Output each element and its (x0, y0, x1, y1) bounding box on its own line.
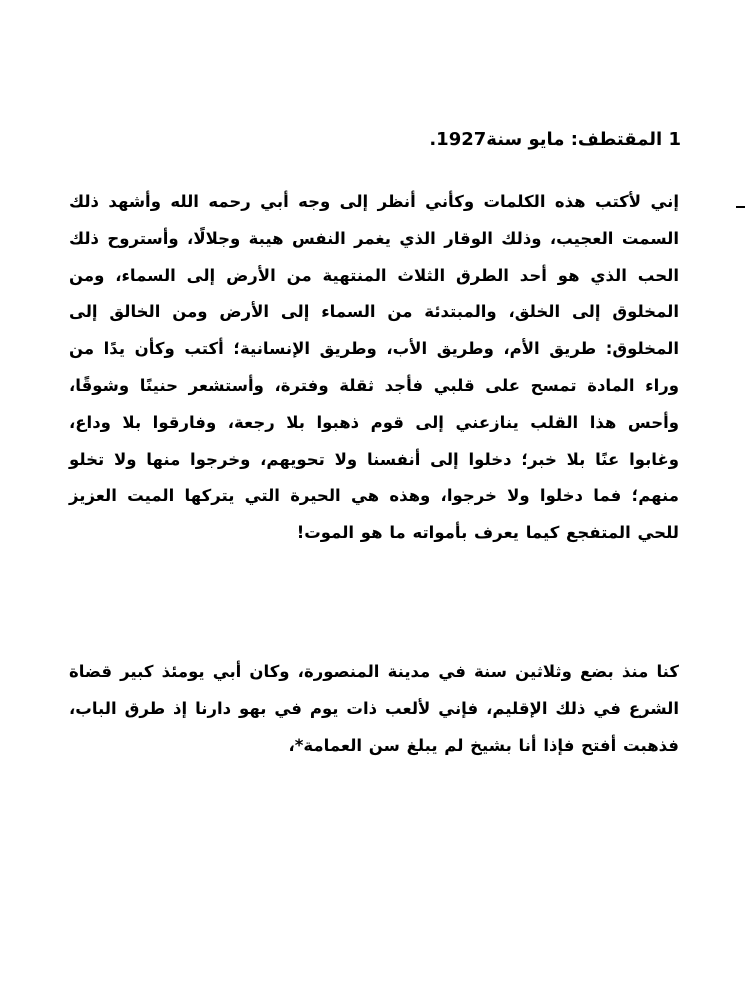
paragraph-2: كنا منذ بضع وثلاثين سنة في مدينة المنصورة، وكان أبي يومئذ كبير قضاة الشرع في ذلك الإقليم، فإني لألعب ذات يوم في بهو دارنا إذ طرق الباب، فذهبت أفتح فإذا أنا بشيخ لم يبلغ سن العمامة*، (69, 662, 679, 755)
margin-dash (736, 206, 745, 208)
footnote-heading: 1 المقتطف: مايو سنة1927. (429, 129, 681, 150)
paragraph-1: إني لأكتب هذه الكلمات وكأني أنظر إلى وجه أبي رحمه الله وأشهد ذلك السمت العجيب، وذلك الوقار الذي يغمر النفس هيبة وجلالًا، وأستروح ذلك الحب الذي هو أحد الطرق الثلاث المنتهية من الأرض إلى السماء، ومن المخلوق إلى الخلق، والمبتدئة من السماء إلى الأرض ومن الخالق إلى المخلوق: طريق الأم، وطريق الأب، وطريق الإنسانية؛ أكتب وكأن يدًا من وراء المادة تمسح على قلبي فأجد ثقلة وفترة، وأستشعر حنينًا وشوقًا، وأحس هذا القلب ينازعني إلى قوم ذهبوا بلا رجعة، وفارقوا بلا وداع، وغابوا عنًا بلا خبر؛ دخلوا إلى أنفسنا ولا تحويهم، وخرجوا منها ولا تخلو منهم؛ فما دخلوا ولا خرجوا، وهذه هي الحيرة التي يتركها الميت العزيز للحي المتفجع كيما يعرف بأمواته ما هو الموت! (69, 192, 679, 543)
